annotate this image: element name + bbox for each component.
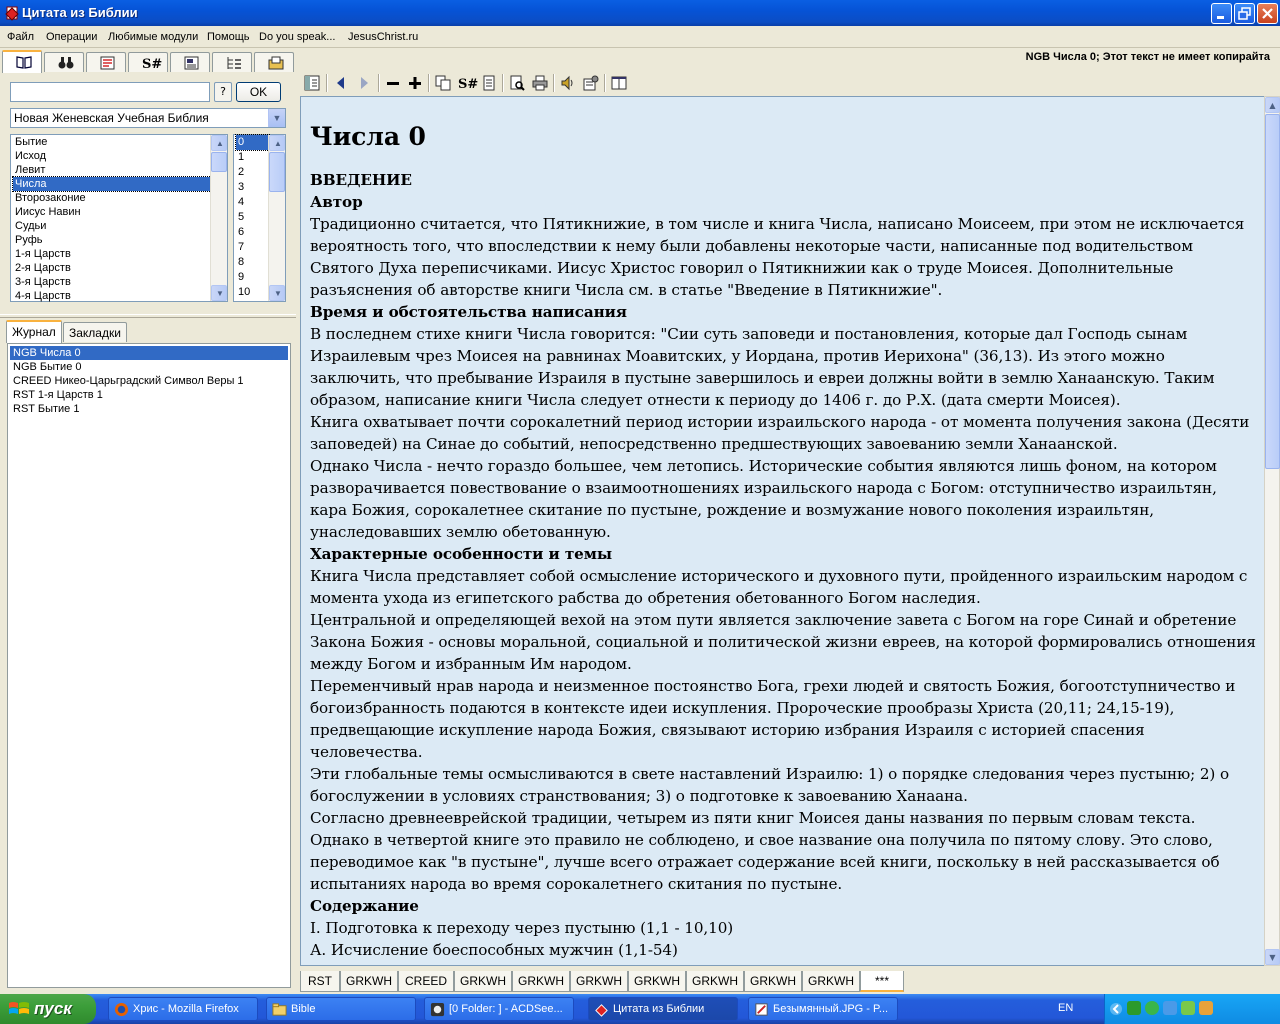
- scroll-thumb[interactable]: [269, 152, 285, 192]
- chapter-item[interactable]: 4: [238, 196, 245, 208]
- module-tab[interactable]: GRKWH: [570, 971, 628, 992]
- chapter-list-scrollbar[interactable]: [268, 135, 285, 301]
- text-paragraph: I. Подготовка к переходу через пустыню (1,1 - 10,10): [310, 919, 734, 937]
- toolbar-separator: [553, 74, 555, 92]
- chevron-down-icon[interactable]: ▼: [268, 109, 285, 127]
- book-item[interactable]: Исход: [15, 150, 47, 162]
- toolbar-separator: [378, 74, 380, 92]
- document-lines-icon: [100, 56, 116, 70]
- tray-icon[interactable]: [1199, 1001, 1213, 1015]
- arrow-right-icon: [356, 75, 372, 91]
- chapter-item[interactable]: 8: [238, 256, 245, 268]
- module-tab[interactable]: GRKWH: [512, 971, 570, 992]
- copy-icon: [435, 75, 451, 91]
- book-list[interactable]: [10, 134, 228, 302]
- section-heading: Содержание: [310, 897, 419, 915]
- chapter-item[interactable]: 7: [238, 241, 245, 253]
- menu-operations[interactable]: Операции: [46, 31, 98, 43]
- journal-list[interactable]: [7, 343, 291, 988]
- arrow-left-icon: [333, 75, 349, 91]
- previous-button[interactable]: [331, 72, 351, 94]
- module-tab[interactable]: GRKWH: [454, 971, 512, 992]
- book-item[interactable]: 1-я Царств: [15, 248, 71, 260]
- toolbar-separator: [604, 74, 606, 92]
- chapter-title: Числа 0: [310, 122, 426, 151]
- chapter-item[interactable]: 9: [238, 271, 245, 283]
- toolbar-separator: [428, 74, 430, 92]
- close-icon: [1258, 4, 1277, 23]
- section-heading: Время и обстоятельства написания: [310, 303, 627, 321]
- tab-journal[interactable]: Журнал: [6, 320, 62, 343]
- section-heading: Автор: [310, 193, 363, 211]
- left-panel: [0, 48, 296, 992]
- search-input[interactable]: [10, 82, 210, 102]
- windows-logo-icon: [8, 1000, 30, 1018]
- journal-item[interactable]: NGB Числа 0: [10, 346, 288, 360]
- section-heading: ВВЕДЕНИЕ: [310, 171, 412, 189]
- menu-file[interactable]: Файл: [7, 31, 35, 43]
- strong-button[interactable]: [456, 72, 479, 94]
- maximize-button[interactable]: [1234, 3, 1255, 24]
- toolbar-separator: [326, 74, 328, 92]
- scroll-up-icon[interactable]: ▲: [1265, 97, 1280, 113]
- window-title: Цитата из Библии: [22, 5, 138, 20]
- dictionary-icon: [184, 56, 200, 70]
- taskbar-item[interactable]: [0 Folder: ] - ACDSee...: [424, 997, 574, 1021]
- tab-search[interactable]: [44, 52, 84, 72]
- app-icon: [594, 1002, 609, 1017]
- text-paragraph: Согласно древнееврейской традиции, четырем из пяти книг Моисея даны названия по первым словам текста. Однако в четвертой книге это правило не соблюдено, и свое название она получила по пятому слову. Это слово, переводимое как "в пустыне", лучше всего отражает содержание всей книги, поскольку в ней рассказывается об испытаниях народа во время сорокалетнего скитания по пустыне.: [310, 809, 1220, 893]
- start-label: пуск: [34, 999, 72, 1018]
- toggle-panel-button[interactable]: [302, 72, 322, 94]
- chevron-left-icon[interactable]: [1109, 1001, 1123, 1017]
- book-item[interactable]: Бытие: [15, 136, 48, 148]
- copyright-info: NGB Числа 0; Этот текст не имеет копирайта: [1025, 51, 1270, 63]
- module-select[interactable]: [10, 108, 286, 128]
- module-tab[interactable]: RST: [300, 971, 340, 992]
- text-paragraph: В последнем стихе книги Числа говорится: "Сии суть заповеди и постановления, которые дал Господь сынам Израилевым чрез Моисея на равнинах Моавитских, у Иордана, против Иерихона" (36,13). Из этого можно заключить, что пребывание Израиля в пустыне завершилось и евреи должны войти в землю Ханаанскую. Таким образом, написание книги Числа следует отнести к периоду до 1406 г. до Р.Х. (дата смерти Моисея).: [310, 325, 1215, 409]
- journal-item[interactable]: NGB Бытие 0: [13, 361, 82, 373]
- minimize-icon: [1212, 4, 1231, 23]
- module-tab[interactable]: GRKWH: [628, 971, 686, 992]
- text-paragraph: Книга Числа представляет собой осмысление исторического и духовного пути, пройденного израильским народом с момента ухода из египетского рабства до обретения обетованного Богом наследия.: [310, 567, 1248, 607]
- close-button[interactable]: [1257, 3, 1278, 24]
- tab-dictionary[interactable]: [170, 52, 210, 72]
- chapter-item[interactable]: 6: [238, 226, 245, 238]
- folder-icon: [268, 56, 284, 70]
- module-tab[interactable]: GRKWH: [744, 971, 802, 992]
- language-indicator[interactable]: EN: [1058, 1002, 1074, 1014]
- print-preview-button[interactable]: [507, 72, 527, 94]
- scroll-thumb[interactable]: [211, 152, 227, 172]
- module-tab[interactable]: CREED: [398, 971, 454, 992]
- module-tab[interactable]: GRKWH: [802, 971, 860, 992]
- book-item[interactable]: 2-я Царств: [15, 262, 71, 274]
- book-item[interactable]: Руфь: [15, 234, 43, 246]
- scroll-down-icon[interactable]: ▼: [269, 285, 285, 301]
- text-paragraph: Традиционно считается, что Пятикнижие, в том числе и книга Числа, написано Моисеем, при этом не исключается вероятность того, что впоследствии к нему были добавлены некоторые части, написанные под водительством Святого Духа переписчиками. Иисус Христос говорил о Пятикнижии как о труде Моисея. Дополнительные разъяснения об авторстве книги Числа см. в статье "Введение в Пятикнижие".: [310, 215, 1245, 299]
- journal-item[interactable]: RST Бытие 1: [13, 403, 80, 415]
- zoom-out-button[interactable]: [383, 72, 403, 94]
- text-paragraph: Однако Числа - нечто гораздо большее, чем летопись. Исторические события являются лишь фоном, на котором разворачивается повествование о взаимоотношениях израильского народа с Богом: отступничество израильтян, кара Божия, сорокалетнее скитание по пустыне, рождение и возмужание нового поколения израильтян, унаследовавших землю обетованную.: [310, 457, 1217, 541]
- strong-numbers-icon: [458, 75, 479, 92]
- chapter-item[interactable]: 5: [238, 211, 245, 223]
- minimize-button[interactable]: [1211, 3, 1232, 24]
- start-button[interactable]: [0, 994, 96, 1024]
- scroll-down-icon[interactable]: ▼: [211, 285, 227, 301]
- text-paragraph: Переменчивый нрав народа и неизменное постоянство Бога, грехи людей и святость Божия, богоотступничество и богоизбранность подаются в контексте идеи искупления. Пророческие прообразы Христа (20,11; 24,15-19), предвещающие искупление народа Божия, связывают историю избрания Израиля с историей спасения человечества.: [310, 677, 1236, 761]
- paint-icon: [754, 1002, 769, 1017]
- ok-button[interactable]: OK: [236, 82, 281, 102]
- tray-icon[interactable]: [1163, 1001, 1177, 1015]
- taskbar-item[interactable]: Хрис - Mozilla Firefox: [108, 997, 258, 1021]
- toolbar-separator: [502, 74, 504, 92]
- book-item[interactable]: Иисус Навин: [15, 206, 81, 218]
- print-button[interactable]: [530, 72, 550, 94]
- taskbar-item[interactable]: Безымянный.JPG - P...: [748, 997, 898, 1021]
- taskbar: [0, 994, 1280, 1024]
- copy-button[interactable]: [433, 72, 453, 94]
- journal-tabs: [4, 320, 294, 344]
- columns-icon: [611, 75, 627, 91]
- module-select-value: Новая Женевская Учебная Библия: [14, 111, 209, 125]
- tray-icon[interactable]: [1145, 1001, 1159, 1015]
- printer-icon: [532, 75, 548, 91]
- menu-bar: [0, 26, 1280, 48]
- svg-text:S#: S#: [458, 77, 479, 92]
- book-item[interactable]: 3-я Царств: [15, 276, 71, 288]
- app-icon: [4, 5, 20, 21]
- text-scrollbar[interactable]: [1264, 96, 1280, 966]
- tab-tree[interactable]: [212, 52, 252, 72]
- module-tab[interactable]: ***: [860, 971, 904, 992]
- book-item[interactable]: Левит: [15, 164, 46, 176]
- chapter-item[interactable]: 10: [238, 286, 251, 298]
- menu-jesuschrist[interactable]: JesusChrist.ru: [348, 31, 419, 43]
- print-preview-icon: [509, 75, 525, 91]
- text-paragraph: Эти глобальные темы осмысливаются в свете наставлений Израилю: 1) о порядке следования через пустыню; 2) о богослужении в условиях странствования; 3) о подготовке к завоеванию Ханаана.: [310, 765, 1230, 805]
- taskbar-item-active[interactable]: Цитата из Библии: [588, 997, 738, 1021]
- tab-print[interactable]: [254, 52, 294, 72]
- firefox-icon: [114, 1002, 129, 1017]
- acdsee-icon: [430, 1002, 445, 1017]
- sound-button[interactable]: [558, 72, 578, 94]
- journal-item[interactable]: CREED Никео-Царьградский Символ Веры 1: [13, 375, 244, 387]
- chapter-item[interactable]: 0: [236, 135, 269, 150]
- scroll-up-icon[interactable]: ▲: [211, 135, 227, 151]
- book-item[interactable]: Второзаконие: [15, 192, 86, 204]
- settings-icon: [583, 75, 599, 91]
- document-icon: [481, 75, 497, 91]
- journal-item[interactable]: RST 1-я Царств 1: [13, 389, 103, 401]
- folder-icon: [272, 1002, 287, 1017]
- book-list-scrollbar[interactable]: [210, 135, 227, 301]
- tree-icon: [226, 56, 242, 70]
- text-paragraph: Книга охватывает почти сорокалетний период истории израильского народа - от момента получения закона (Десяти заповедей) на Синае до событий, непосредственно предшествующих завоеванию земли Ханаанской.: [310, 413, 1250, 453]
- text-paragraph: А. Исчисление боеспособных мужчин (1,1-54): [310, 941, 678, 959]
- book-item[interactable]: Числа: [13, 177, 211, 191]
- menu-favorite-modules[interactable]: Любимые модули: [108, 31, 199, 43]
- menu-help[interactable]: Помощь: [207, 31, 250, 43]
- module-tab[interactable]: GRKWH: [686, 971, 744, 992]
- taskbar-item[interactable]: Bible: [266, 997, 416, 1021]
- chapter-list[interactable]: [233, 134, 286, 302]
- panel-splitter[interactable]: [0, 314, 296, 318]
- left-tool-tabs: [0, 50, 296, 74]
- text-paragraph: Центральной и определяющей вехой на этом пути является заключение завета с Богом на горе Синай и обретение Закона Божия - основы моральной, социальной и политической жизни евреев, на которой формировались отношения между Богом и избранным Им народом.: [310, 611, 1256, 673]
- tray-icon[interactable]: [1127, 1001, 1141, 1015]
- restore-icon: [1235, 4, 1254, 23]
- system-tray: [1104, 994, 1280, 1024]
- parallel-view-button[interactable]: [609, 72, 629, 94]
- plus-icon: [407, 75, 423, 91]
- settings-button[interactable]: [581, 72, 601, 94]
- notes-button[interactable]: [479, 72, 499, 94]
- tab-book[interactable]: [2, 50, 42, 73]
- speaker-icon: [560, 75, 576, 91]
- book-item[interactable]: 4-я Царств: [15, 290, 71, 302]
- binoculars-icon: [58, 56, 74, 70]
- svg-text:S#: S#: [142, 57, 163, 72]
- panel-icon: [304, 75, 320, 91]
- chapter-item[interactable]: 2: [238, 166, 245, 178]
- tab-comments[interactable]: [86, 52, 126, 72]
- tab-strong-numbers[interactable]: [128, 52, 168, 72]
- text-toolbar: [298, 70, 1280, 96]
- book-icon: [16, 55, 32, 69]
- book-item[interactable]: Судьи: [15, 220, 47, 232]
- help-button[interactable]: ?: [214, 82, 232, 102]
- chapter-item[interactable]: 1: [238, 151, 245, 163]
- scroll-down-icon[interactable]: ▼: [1265, 949, 1280, 965]
- strong-numbers-icon: [142, 56, 163, 72]
- module-tab[interactable]: GRKWH: [340, 971, 398, 992]
- next-button[interactable]: [354, 72, 374, 94]
- tray-icon[interactable]: [1181, 1001, 1195, 1015]
- bible-text-view[interactable]: [300, 96, 1264, 966]
- scroll-up-icon[interactable]: ▲: [269, 135, 285, 151]
- module-tabs: [300, 970, 1280, 992]
- zoom-in-button[interactable]: [405, 72, 425, 94]
- menu-do-you-speak[interactable]: Do you speak...: [259, 31, 336, 43]
- minus-icon: [385, 75, 401, 91]
- section-heading: Характерные особенности и темы: [310, 545, 612, 563]
- scroll-thumb[interactable]: [1265, 114, 1280, 469]
- title-bar[interactable]: [0, 0, 1280, 26]
- tab-bookmarks[interactable]: Закладки: [63, 322, 127, 342]
- chapter-item[interactable]: 3: [238, 181, 245, 193]
